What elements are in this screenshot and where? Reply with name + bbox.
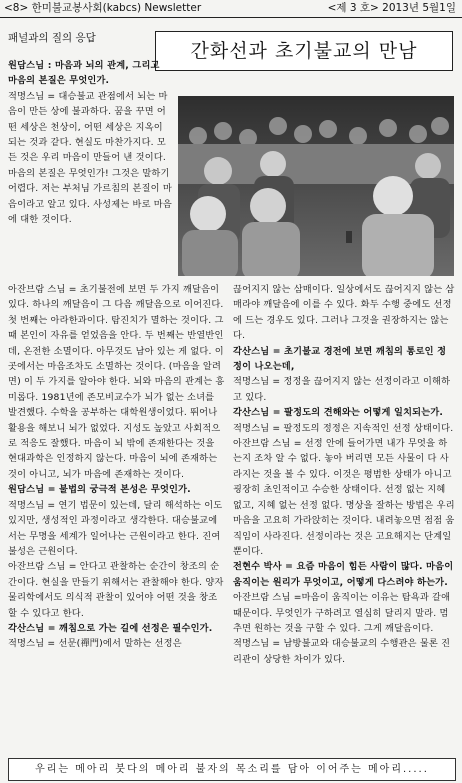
newsletter-header — [0, 0, 462, 18]
qa-paragraph: 적명스님 = 연기 법문이 있는데, 달리 해석하는 이도 있지만, 생성적인 과정이라고 생각한다. 대승불교에서는 무명을 세계가 일어나는 근원이라고 한다. 진여 불성은 근원이다. — [8, 499, 226, 557]
article-column-left — [8, 282, 226, 652]
qa-paragraph: 각산스님 = 팔정도의 견해와는 어떻게 일치되는가. — [233, 407, 444, 419]
qa-paragraph: 적명스님 = 대승불교 관점에서 뇌는 마음이 만든 상에 불과하다. 꿈을 꾸면 어떤 세상은 천상이, 어떤 세상은 지옥이 되는 것과 같다. 현실도 마찬가지다. 모든 것은 우리 마음이 만들어 낸 것이다. 마음의 본질은 무엇인가! 그것은 말하기 어렵다. 저는 부처님 가르침의 본질이 마음이라고 알고 있다. 사성제는 바로 마음에 대한 것이다. — [8, 90, 173, 226]
footer-motto: 우리는 메아리 붓다의 메아리 불자의 목소리를 담아 이어주는 메아리..... — [8, 758, 456, 781]
qa-paragraph: 원담스님 = 불법의 궁극적 본성은 무엇인가. — [8, 484, 191, 496]
article-title: 간화선과 초기불교의 만남 — [155, 31, 453, 71]
qa-paragraph: 적명스님 = 선문(禪門)에서 말하는 선정은 — [8, 638, 182, 650]
qa-paragraph: 아잔브람 스님 = 안다고 관찰하는 순간이 창조의 순간이다. 현실을 만들기 위해서는 관찰해야 한다. 양자물리학에서도 의식적 관찰이 있어야 어떤 것을 창조할 수 있다고 한다. — [8, 561, 224, 619]
panel-photo — [178, 96, 454, 276]
qa-paragraph: 각산스님 = 초기불교 경전에 보면 깨침의 통로인 정정이 나오는데, — [233, 345, 447, 373]
newsletter-name: <8> 한미불교봉사회(kabcs) Newsletter — [4, 2, 202, 14]
qa-paragraph: 적명스님 = 정정을 끊어지지 않는 선정이라고 이해하고 있다. — [233, 376, 451, 403]
qa-paragraph: 끊어지지 않는 삼매이다. 일상에서도 끊어지지 않는 삼매라야 깨달음에 이를 수 있다. 화두 수행 중에도 선정에 드는 경우도 있다. 그러나 그것을 권장하지는 않는다. — [233, 284, 455, 342]
qa-paragraph: 적명스님 = 남방불교와 대승불교의 수행관은 물론 진리관이 상당한 차이가 있다. — [233, 638, 451, 665]
issue-date: <제 3 호> 2013년 5월1일 — [327, 2, 456, 14]
section-label: 패널과의 질의 응답 — [8, 32, 96, 44]
article-column-right — [233, 282, 458, 667]
article-column-left-top — [8, 58, 172, 227]
qa-paragraph: 아잔브람 스님 =마음이 움직이는 이유는 탐욕과 갈애 때문이다. 무엇인가 구하려고 열심히 달리지 말라. 멈추면 원하는 것을 구할 수 있다. 그게 깨달음이다. — [233, 592, 454, 634]
qa-paragraph: 적명스님 = 팔정도의 정정은 지속적인 선정 상태이다. — [233, 422, 454, 434]
qa-paragraph: 아잔브람 스님 = 초기불전에 보면 두 가지 깨달음이 있다. 하나의 깨달음이 그 다음 깨달음으로 이어진다. 첫 번째는 아라한과이다. 탐진치가 멸하는 것이다. 그때 본인이 자유를 얻었음을 안다. 두 번째는 반열반인데, 온전한 소멸이다. 아무것도 남아 있는 게 없다. 이곳에서는 마음조차도 소멸하는 것이다. (마음을 알려면) 이 두 가지를 알아야 한다. 뇌와 마음의 관계는 흥미롭다. 1981년에 존모비교수가 뇌가 없는 소녀를 발견했다. 수학을 공부하는 대학원생이었다. 뛰어나 활용을 해보니 뇌가 없었다. 지성도 높았고 사회적으로 적응도 잘했다. 마음이 뇌 밖에 존재한다는 것을 현대과학은 인정하지 않는다. 마음이 뇌에 존재하는 것이 아니고, 뇌가 마음에 존재하는 것이다. — [8, 284, 227, 480]
qa-paragraph: 아잔브람 스님 = 선정 안에 들어가면 내가 무엇을 하는지 조차 알 수 없다. 놓아 버리면 모든 사물이 다 사라지는 것을 볼 수 있다. 이것은 평범한 상태가 아니고 굉장히 초인적이고 수승한 상태이다. 선정 없는 지혜 없고, 지혜 없는 선정 없다. 명상을 잘하는 방법은 우리 마음을 고요히 가라앉히는 것이다. 내려놓으면 점점 움직임이 사라진다. 선정이라는 것은 고요해지는 단계일 뿐이다. — [233, 438, 458, 557]
qa-paragraph: 전현수 박사 = 요즘 마음이 힘든 사람이 많다. 마음이 움직이는 원리가 무엇이고, 어떻게 다스려야 하는가. — [233, 561, 457, 588]
qa-paragraph: 각산스님 = 깨침으로 가는 길에 선정은 필수인가. — [8, 622, 213, 634]
qa-paragraph: 원담스님 : 마음과 뇌의 관계, 그리고 마음의 본질은 무엇인가. — [8, 60, 164, 87]
